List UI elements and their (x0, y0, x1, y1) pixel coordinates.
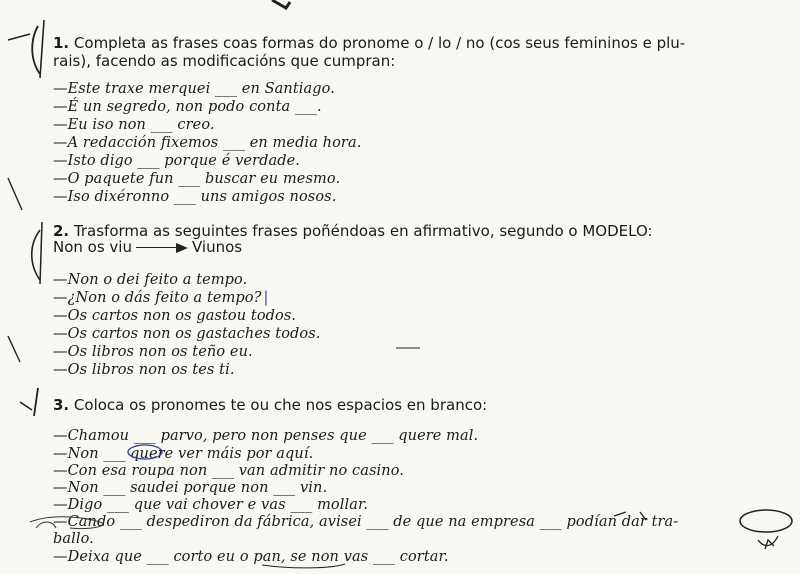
s2-sentence-2 (53, 290, 269, 306)
s3-sentence-5: —Digo ___ que vai chover e vas ___ mollar. (53, 497, 369, 513)
s3-sentence-7: —Deixa que ___ corto eu o pan, se non vas ___ cortar. (53, 549, 449, 565)
section-2-number: 2. (53, 222, 70, 240)
s3-sentence-2: —Non ___ quere ver máis por aquí. (53, 446, 314, 462)
s1-sentence-4: —A redacción fixemos ___ en media hora. (53, 135, 362, 151)
section-1-instruction-line1: Completa as frases coas formas do pronome o / lo / no (cos seus femininos e plu- (73, 34, 686, 52)
s3-sentence-3: —Con esa roupa non ___ van admitir no casino. (53, 463, 405, 479)
model-to: Viunos (191, 238, 243, 256)
section-1-number: 1. (53, 34, 70, 52)
s3-sentence-6: —Cando ___ despediron da fábrica, avisei ___ de que na empresa ___ podían dar tra- (53, 514, 679, 530)
s1-sentence-6: —O paquete fun ___ buscar eu mesmo. (53, 171, 341, 187)
s3-sentence-4: —Non ___ saudei porque non ___ vin. (53, 480, 328, 496)
section-2-model (53, 238, 242, 256)
section-3-number: 3. (53, 396, 70, 414)
s1-sentence-5: —Isto digo ___ porque é verdade. (53, 153, 300, 169)
s2-sentence-3: —Os cartos non os gastou todos. (53, 308, 297, 324)
model-from: Non os viu (53, 238, 132, 256)
section-1-instruction-line2: rais), facendo as modificacións que cumpran: (53, 52, 396, 70)
s2-sentence-5: —Os libros non os teño eu. (53, 344, 253, 360)
s1-sentence-7: —Iso dixéronno ___ uns amigos nosos. (53, 189, 337, 205)
s3-sentence-6-continued: ballo. (53, 531, 94, 547)
s1-sentence-2: —É un segredo, non podo conta ___. (53, 99, 322, 115)
s2-sentence-4: —Os cartos non os gastaches todos. (53, 326, 321, 342)
arrow-right-icon (136, 243, 188, 253)
section-3-instruction (53, 396, 487, 415)
s2-sentence-1: —Non o dei feito a tempo. (53, 272, 248, 288)
s2-sentence-6: —Os libros non os tes ti. (53, 362, 235, 378)
section-2-instruction-text: Trasforma as seguintes frases poñéndoas en afirmativo, segundo o MODELO: (73, 222, 653, 240)
s2-sentence-2-text: —¿Non o dás feito a tempo? (53, 290, 262, 306)
s3-sentence-1: —Chamou ___ parvo, pero non penses que ___ quere mal. (53, 428, 479, 444)
section-3-instruction-text: Coloca os pronomes te ou che nos espacios en branco: (73, 396, 488, 414)
section-1-instruction (53, 34, 685, 53)
s1-sentence-3: —Eu iso non ___ creo. (53, 117, 215, 133)
s2-pencil-mark: | (263, 290, 269, 306)
s1-sentence-1: —Este traxe merquei ___ en Santiago. (53, 81, 335, 97)
